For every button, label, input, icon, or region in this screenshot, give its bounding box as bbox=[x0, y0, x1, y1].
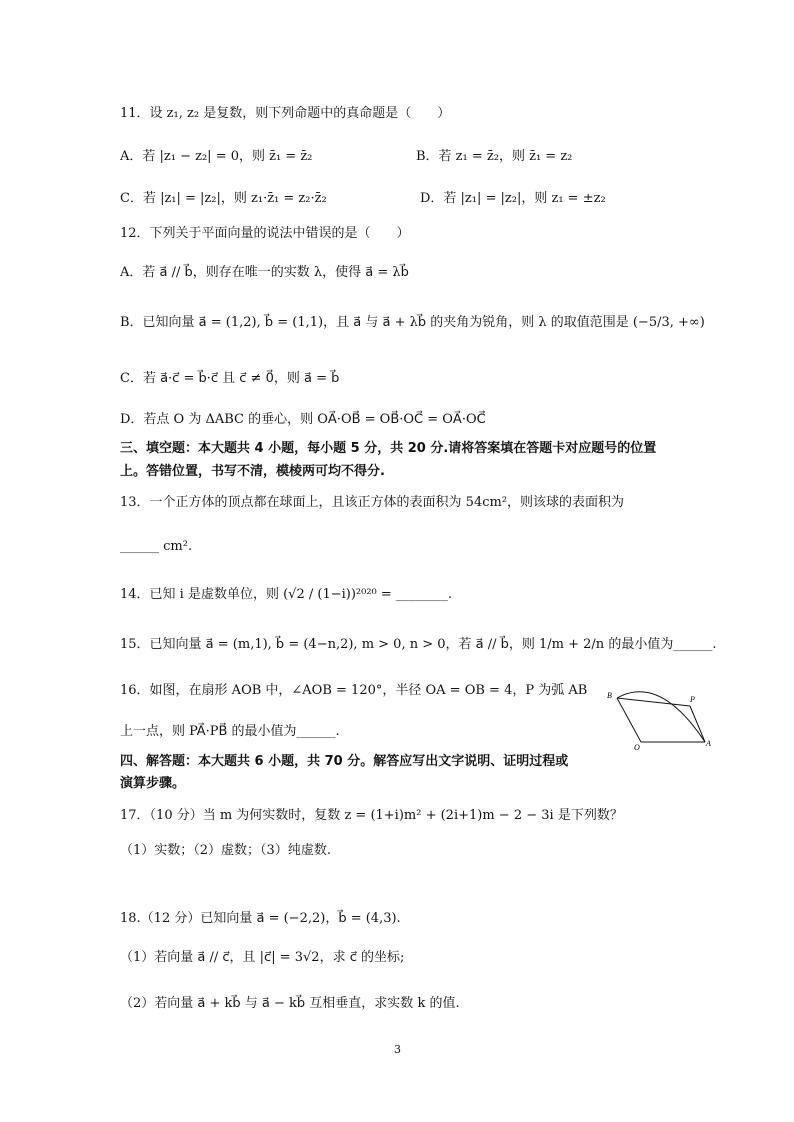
q11-option-d: D．若 |z₁| = |z₂|，则 z₁ = ±z₂ bbox=[420, 191, 606, 206]
q11-option-a: A．若 |z₁ − z₂| = 0，则 z̄₁ = z̄₂ bbox=[120, 149, 313, 164]
q11-option-c: C．若 |z₁| = |z₂|，则 z₁·z̄₁ = z₂·z̄₂ bbox=[120, 191, 327, 206]
q12-option-b: B．已知向量 a⃗ = (1,2), b⃗ = (1,1)，且 a⃗ 与 a⃗ + λb⃗ 的夹角为锐角，则 λ 的取值范围是 (−5/3, +∞) bbox=[120, 315, 705, 330]
q13-line2: ______ cm². bbox=[120, 539, 193, 554]
segment-pb bbox=[617, 698, 690, 706]
q13-line1: 13．一个正方体的顶点都在球面上，且该正方体的表面积为 54cm²，则该球的表面积为 bbox=[120, 495, 625, 510]
q16-line1: 16．如图，在扇形 AOB 中，∠AOB = 120°，半径 OA = OB = 4，P 为弧 AB bbox=[120, 683, 588, 698]
q18-line1: 18.（12 分）已知向量 a⃗ = (−2,2)，b⃗ = (4,3). bbox=[120, 911, 401, 926]
label-a: A bbox=[706, 739, 711, 748]
q16-line2: 上一点，则 PA⃗·PB⃗ 的最小值为______. bbox=[120, 724, 340, 739]
q12-option-a: A．若 a⃗ // b⃗，则存在唯一的实数 λ，使得 a⃗ = λb⃗ bbox=[120, 265, 409, 280]
q18-line3: （2）若向量 a⃗ + kb⃗ 与 a⃗ − kb⃗ 互相垂直，求实数 k 的值. bbox=[120, 996, 460, 1011]
label-b: B bbox=[607, 691, 612, 700]
section-3-heading-line2: 上。答错位置，书写不清，模棱两可均不得分. bbox=[120, 464, 385, 479]
q17-line1: 17．（10 分）当 m 为何实数时，复数 z = (1+i)m² + (2i+1)m − 2 − 3i 是下列数？ bbox=[120, 808, 623, 823]
q15-text: 15．已知向量 a⃗ = (m,1), b⃗ = (4−n,2), m > 0, n > 0，若 a⃗ // b⃗，则 1/m + 2/n 的最小值为______. bbox=[120, 637, 717, 652]
q11-option-b: B．若 z₁ = z̄₂，则 z̄₁ = z₂ bbox=[416, 149, 573, 164]
q14-text: 14．已知 i 是虚数单位，则 (√2 / (1−i))²⁰²⁰ = ________. bbox=[120, 587, 453, 602]
q18-line2: （1）若向量 a⃗ // c⃗，且 |c⃗| = 3√2，求 c⃗ 的坐标; bbox=[120, 950, 405, 965]
radius-ob bbox=[617, 698, 641, 742]
section-3-heading-line1: 三、填空题：本大题共 4 小题，每小题 5 分，共 20 分.请将答案填在答题卡对应题号的位置 bbox=[120, 441, 657, 456]
sector-figure bbox=[605, 680, 715, 752]
q12-option-d: D．若点 O 为 ΔABC 的垂心，则 OA⃗·OB⃗ = OB⃗·OC⃗ = OA⃗·OC⃗ bbox=[120, 412, 486, 427]
label-o: O bbox=[634, 743, 640, 752]
label-p: P bbox=[690, 695, 695, 704]
section-4-heading-line2: 演算步骤。 bbox=[120, 776, 186, 791]
q12-stem: 12．下列关于平面向量的说法中错误的是（ ） bbox=[120, 226, 410, 241]
q17-line2: （1）实数；（2）虚数；（3）纯虚数. bbox=[120, 843, 331, 858]
page-number: 3 bbox=[394, 1043, 401, 1056]
q11-stem: 11．设 z₁, z₂ 是复数，则下列命题中的真命题是（ ） bbox=[120, 106, 451, 121]
section-4-heading-line1: 四、解答题：本大题共 6 小题，共 70 分。解答应写出文字说明、证明过程或 bbox=[120, 754, 569, 769]
q12-option-c: C．若 a⃗·c⃗ = b⃗·c⃗ 且 c⃗ ≠ 0⃗，则 a⃗ = b⃗ bbox=[120, 371, 340, 386]
